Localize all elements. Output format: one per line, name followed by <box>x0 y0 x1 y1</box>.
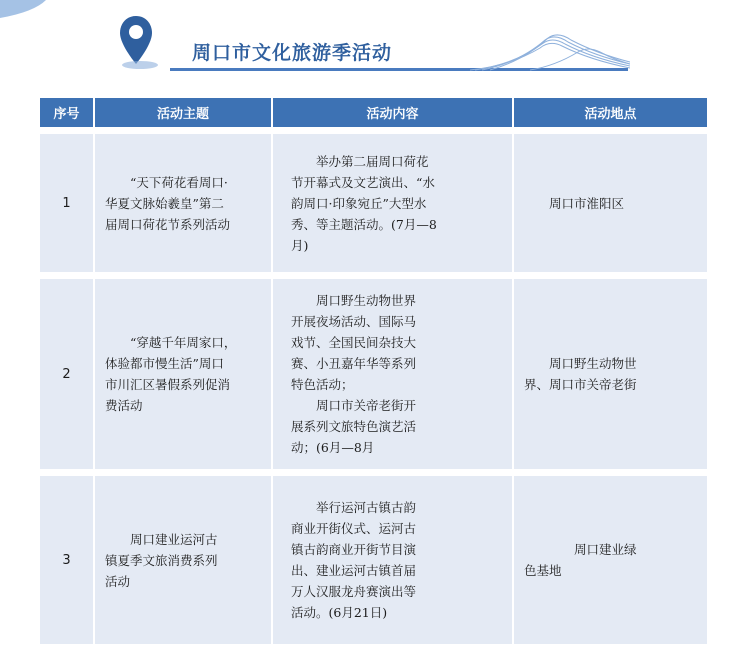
activity-location: 周口野生动物世 界、周口市关帝老街 <box>524 356 637 392</box>
table-row <box>40 134 707 272</box>
location-pin-icon <box>120 12 164 70</box>
row-number: 2 <box>40 279 95 469</box>
activity-theme: 周口建业运河古 镇夏季文旅消费系列 活动 <box>105 531 218 589</box>
mountain-lines-decoration <box>470 30 630 72</box>
activity-location: 周口建业绿 色基地 <box>524 542 637 578</box>
activity-location: 周口市淮阳区 <box>524 195 625 211</box>
activity-content-cell <box>273 476 514 644</box>
activity-location-cell <box>514 279 707 469</box>
activity-table <box>40 98 707 644</box>
activity-theme: “穿越千年周家口， 体验都市慢生活”周口 市川汇区暑假系列促消 费活动 <box>105 335 237 413</box>
activity-location-cell <box>514 476 707 644</box>
row-number: 1 <box>40 134 95 272</box>
activity-theme: “天下荷花看周口· 华夏文脉始羲皇”第二 届周口荷花节系列活动 <box>105 174 231 232</box>
activity-theme-cell <box>95 279 273 469</box>
page-header <box>0 0 749 90</box>
page-title: 周口市文化旅游季活动 <box>192 42 393 64</box>
activity-location-cell <box>514 134 707 272</box>
activity-content: 举办第二届周口荷花 节开幕式及文艺演出、“水 韵周口·印象宛丘”大型水 秀、等主题活动。(7月—8 月) <box>291 153 437 253</box>
row-number: 3 <box>40 476 95 644</box>
table-header-row <box>40 98 707 127</box>
activity-content-cell <box>273 134 514 272</box>
activity-content: 举行运河古镇古韵 商业开街仪式、运河古 镇古韵商业开街节目演 出、建业运河古镇首届 万人汉服龙舟赛演出等 活动。(6月21日) <box>291 500 417 620</box>
activity-theme-cell <box>95 476 273 644</box>
header-content: 活动内容 <box>273 98 514 127</box>
activity-theme-cell <box>95 134 273 272</box>
table-row <box>40 476 707 644</box>
header-location: 活动地点 <box>514 98 707 127</box>
header-number: 序号 <box>40 98 95 127</box>
activity-content-cell <box>273 279 514 469</box>
activity-content: 周口野生动物世界 开展夜场活动、国际马 戏节、全国民间杂技大 赛、小丑嘉年华等系列 特色活动； 周口市关帝老街开 展系列文旅特色演艺活 动；(6月—8月 <box>291 293 417 455</box>
header-theme: 活动主题 <box>95 98 273 127</box>
table-row <box>40 279 707 469</box>
